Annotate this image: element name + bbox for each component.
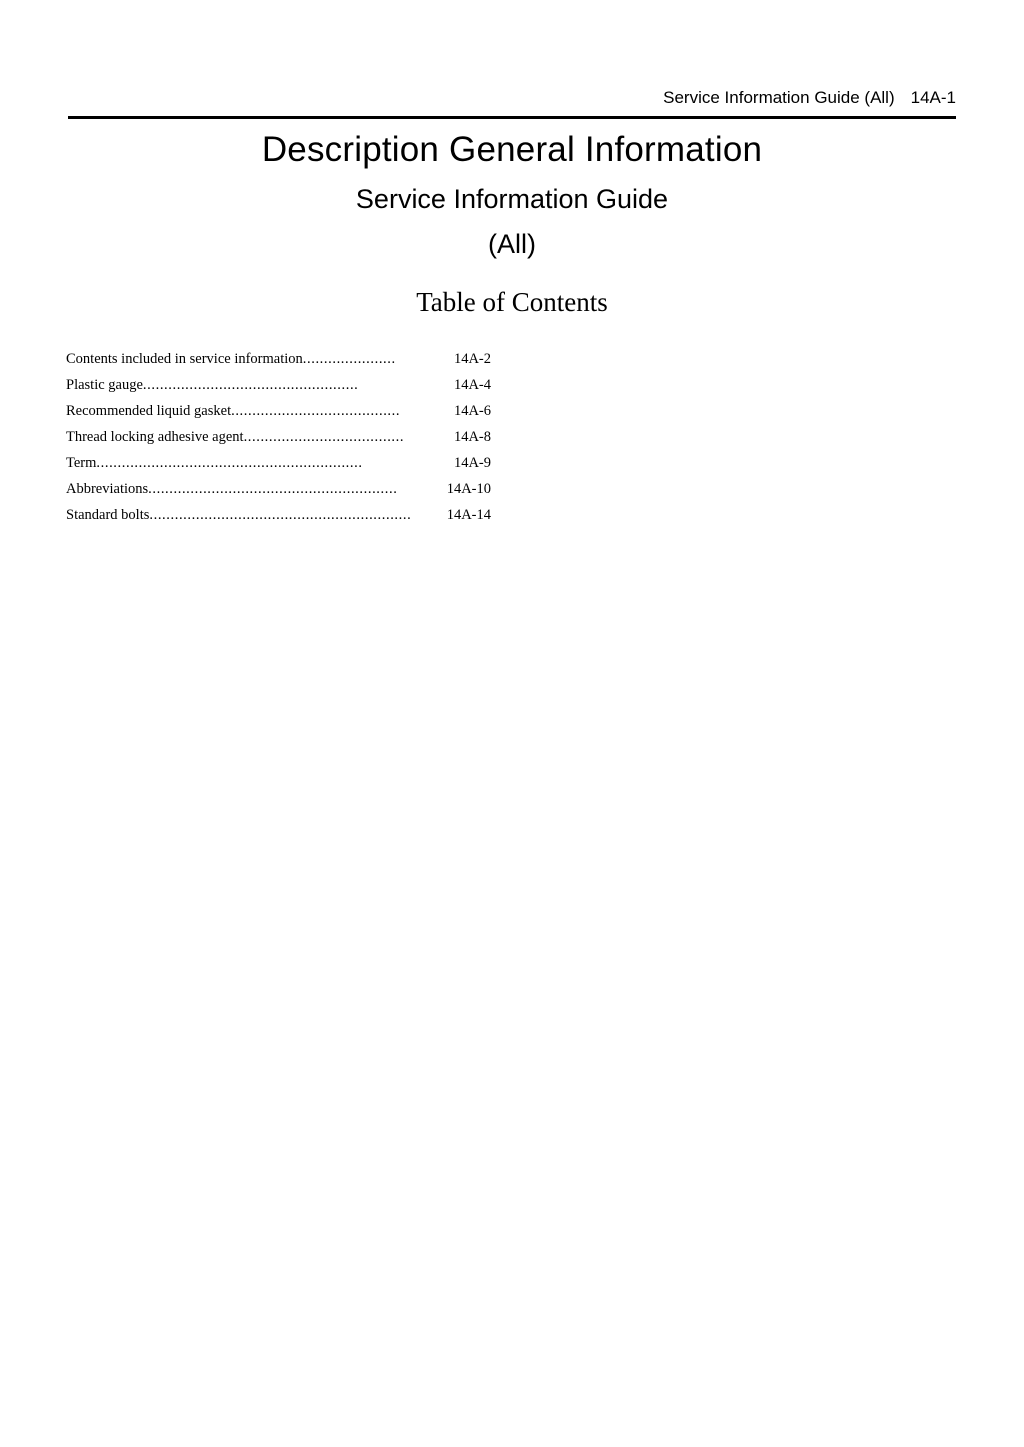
header-title: Service Information Guide (All) <box>663 88 895 107</box>
toc-entry-page: 14A-6 <box>453 403 491 419</box>
toc-entry-leader: ...................... <box>302 352 396 367</box>
toc-entry[interactable] <box>66 352 491 378</box>
header-divider <box>68 116 956 119</box>
toc-entry-label: Contents included in service information <box>66 351 303 367</box>
toc-entry-label: Abbreviations <box>66 481 149 497</box>
toc-entry[interactable] <box>66 456 491 482</box>
toc-entry-page: 14A-9 <box>453 455 491 471</box>
toc-entry-label: Thread locking adhesive agent <box>66 429 244 445</box>
toc-heading: Table of Contents <box>416 286 608 317</box>
toc-entry-page: 14A-4 <box>453 377 491 393</box>
toc-entry-page: 14A-8 <box>453 429 491 445</box>
toc-entry[interactable] <box>66 404 491 430</box>
toc-entry-leader: ............................................................... <box>96 456 363 471</box>
toc-entry-leader: ...................................... <box>243 430 405 445</box>
toc-entry-leader: ........................................ <box>231 404 401 419</box>
toc-entry-label: Plastic gauge <box>66 377 143 393</box>
toc-entry-leader: .............................................................. <box>149 508 412 523</box>
page-subtitle-variant: (All) <box>488 229 536 260</box>
toc-entry-page: 14A-2 <box>453 351 491 367</box>
table-of-contents <box>66 352 491 534</box>
toc-entry[interactable] <box>66 430 491 456</box>
title-block <box>68 128 956 318</box>
page-title: Description General Information <box>261 130 763 169</box>
toc-entry[interactable] <box>66 378 491 404</box>
toc-entry-leader: ........................................................... <box>148 482 398 497</box>
toc-entry[interactable] <box>66 508 491 534</box>
toc-entry-label: Recommended liquid gasket <box>66 403 232 419</box>
toc-entry-page: 14A-14 <box>446 507 491 523</box>
page-header <box>68 88 956 108</box>
page-subtitle: Service Information Guide <box>355 183 669 214</box>
toc-entry-page: 14A-10 <box>446 481 491 497</box>
toc-entry-label: Standard bolts <box>66 507 150 523</box>
toc-entry-leader: ................................................... <box>142 378 359 393</box>
header-page-number: 14A-1 <box>910 88 956 107</box>
toc-entry-label: Term <box>66 455 97 471</box>
toc-entry[interactable] <box>66 482 491 508</box>
